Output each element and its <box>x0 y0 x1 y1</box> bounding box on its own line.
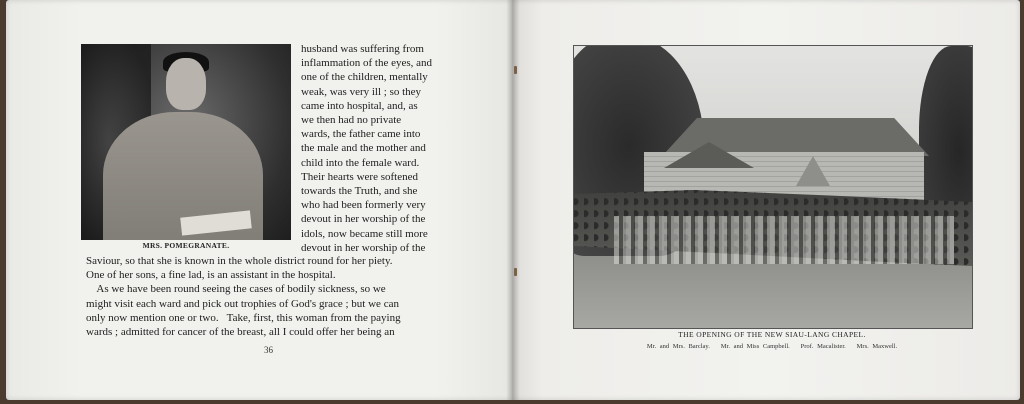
staple <box>514 66 517 74</box>
page-number: 36 <box>264 345 273 355</box>
text-column <box>301 42 453 255</box>
text-line: inflammation of the eyes, and <box>301 57 433 70</box>
open-book <box>6 0 1020 404</box>
text-line: the male and the mother and <box>301 142 426 155</box>
left-page <box>6 0 512 400</box>
text-full-width <box>86 254 454 339</box>
portrait-photo <box>81 44 291 240</box>
chapel-caption-title: THE OPENING OF THE NEW SIAU-LANG CHAPEL. <box>678 330 866 339</box>
text-line: As we have been round seeing the cases of bodily sickness, so we <box>86 283 386 296</box>
text-line: child into the female ward. <box>301 156 420 169</box>
text-line: might visit each ward and pick out trophies of God's grace ; but we can <box>86 297 399 310</box>
text-line: devout in her worship of the <box>301 213 426 226</box>
chapel-caption-names: Mr. and Mrs. Barclay. Mr. and Miss Campbell. Prof. Macalister. Mrs. Maxwell. <box>646 343 898 350</box>
book-gutter <box>506 0 520 400</box>
staple <box>514 268 517 276</box>
text-line: wards, the father came into <box>301 128 421 141</box>
text-line: only now mention one or two. Take, first, this woman from the paying <box>86 311 401 324</box>
text-line: devout in her worship of the <box>301 241 426 254</box>
portrait-caption: MRS. POMEGRANATE. <box>142 241 230 250</box>
text-line: came into hospital, and, as <box>301 99 418 112</box>
text-line: one of the children, mentally <box>301 71 428 84</box>
chapel-photo <box>573 45 973 329</box>
text-line: Their hearts were softened <box>301 170 418 183</box>
text-line: we then had no private <box>301 114 402 127</box>
text-line: Saviour, so that she is known in the whole district round for her piety. <box>86 255 393 267</box>
text-line: towards the Truth, and she <box>301 185 418 198</box>
text-line: husband was suffering from <box>301 43 424 55</box>
text-line: idols, now became still more <box>301 227 428 240</box>
text-line: who had been formerly very <box>301 199 426 212</box>
text-line: weak, was very ill ; so they <box>301 85 422 98</box>
text-line: One of her sons, a fine lad, is an assistant in the hospital. <box>86 269 336 282</box>
text-line: wards ; admitted for cancer of the breast, all I could offer her being an <box>86 326 395 339</box>
